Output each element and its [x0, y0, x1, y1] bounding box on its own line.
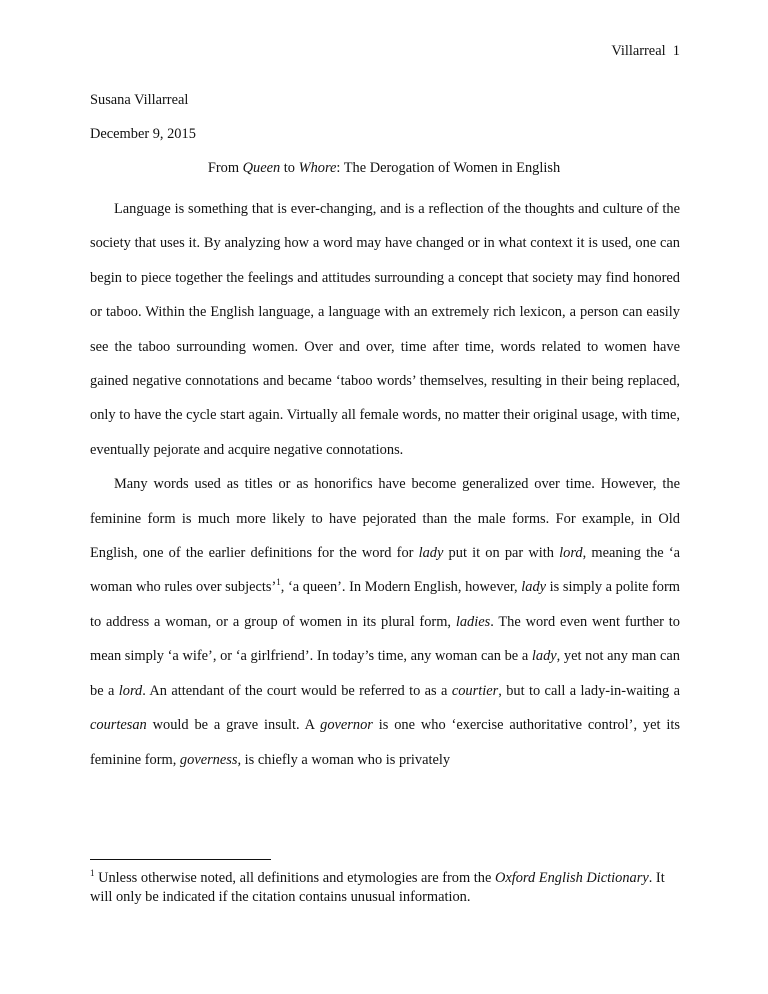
body-text — [90, 192, 680, 777]
paragraph-1: Language is something that is ever-changing, and is a reflection of the thoughts and culture of the society that uses it. By analyzing how a word may have changed or in what context it is used, one can begin to piece together the feelings and attitudes surrounding a concept that society may find honored or taboo. Within the English language, a language with an extremely rich lexicon, a person can easily see the taboo surrounding women. Over and over, time after time, words related to women have gained negative connotations and became ‘taboo words’ themselves, resulting in their being replaced, only to have the cycle start again. Virtually all female words, no matter their original usage, with time, eventually pejorate and acquire negative connotations. — [90, 201, 680, 458]
footnote-number: 1 — [90, 868, 95, 879]
title-mid: to — [280, 160, 299, 176]
running-header — [611, 43, 680, 60]
p2-text: is one who ‘exercise authoritative control’, yet its feminine form, — [90, 717, 680, 768]
footnote-text: . It will only be indicated if the citation contains unusual information. — [90, 870, 665, 905]
p2-text: . The word even went further to mean simply ‘a wife’, or ‘a girlfriend’. In today’s time, any woman can be a — [90, 613, 681, 665]
term-governor: governor — [320, 717, 373, 734]
p2-text: put it on par with — [443, 545, 560, 562]
p2-text: , yet not any man can be a — [90, 648, 680, 699]
title-whore: Whore — [298, 160, 337, 176]
term-lord: lord — [118, 682, 143, 699]
footnote — [90, 869, 670, 907]
term-courtier: courtier — [451, 682, 499, 699]
title-rest: : The Derogation of Women in English — [336, 160, 561, 176]
paper-title — [0, 160, 768, 177]
p2-text: , meaning the ‘a woman who rules over subjects’ — [90, 545, 681, 596]
term-lady: lady — [521, 579, 547, 596]
p2-text: is chiefly a woman who is privately — [241, 751, 451, 768]
p2-text: . An attendant of the court would be referred to as a — [142, 682, 452, 699]
p2-text: Many words used as titles or as honorifics have become generalized over time. However, the feminine form is much more likely to have pejorated than the male forms. For example, in Old English, one of the earlier definitions for the word for — [90, 476, 680, 562]
footnote-divider — [90, 859, 271, 860]
term-lady: lady — [531, 648, 557, 665]
p2-text: , ‘a queen’. In Modern English, however, — [280, 579, 522, 596]
title-queen: Queen — [242, 160, 281, 176]
term-courtesan: courtesan — [90, 717, 147, 734]
footnote-text: Unless otherwise noted, all definitions and etymologies are from the — [94, 870, 495, 886]
header-page-number: 1 — [672, 43, 680, 59]
footnote-reference: 1 — [276, 577, 281, 588]
term-lady: lady — [418, 545, 444, 562]
term-governess: governess, — [179, 751, 242, 768]
date-line: December 9, 2015 — [90, 126, 196, 142]
footnote-source: Oxford English Dictionary — [494, 870, 649, 886]
term-ladies: ladies — [455, 613, 491, 630]
header-author: Villarreal — [611, 43, 666, 59]
paragraph-2 — [90, 467, 680, 777]
p2-text: , but to call a lady-in-waiting a — [498, 682, 680, 699]
p2-text: would be a grave insult. A — [146, 717, 321, 734]
term-lord: lord — [559, 545, 583, 562]
author-name: Susana Villarreal — [90, 92, 189, 108]
p2-text: is simply a polite form to address a woman, or a group of women in its plural form, — [90, 579, 680, 630]
title-pre: From — [207, 160, 243, 176]
